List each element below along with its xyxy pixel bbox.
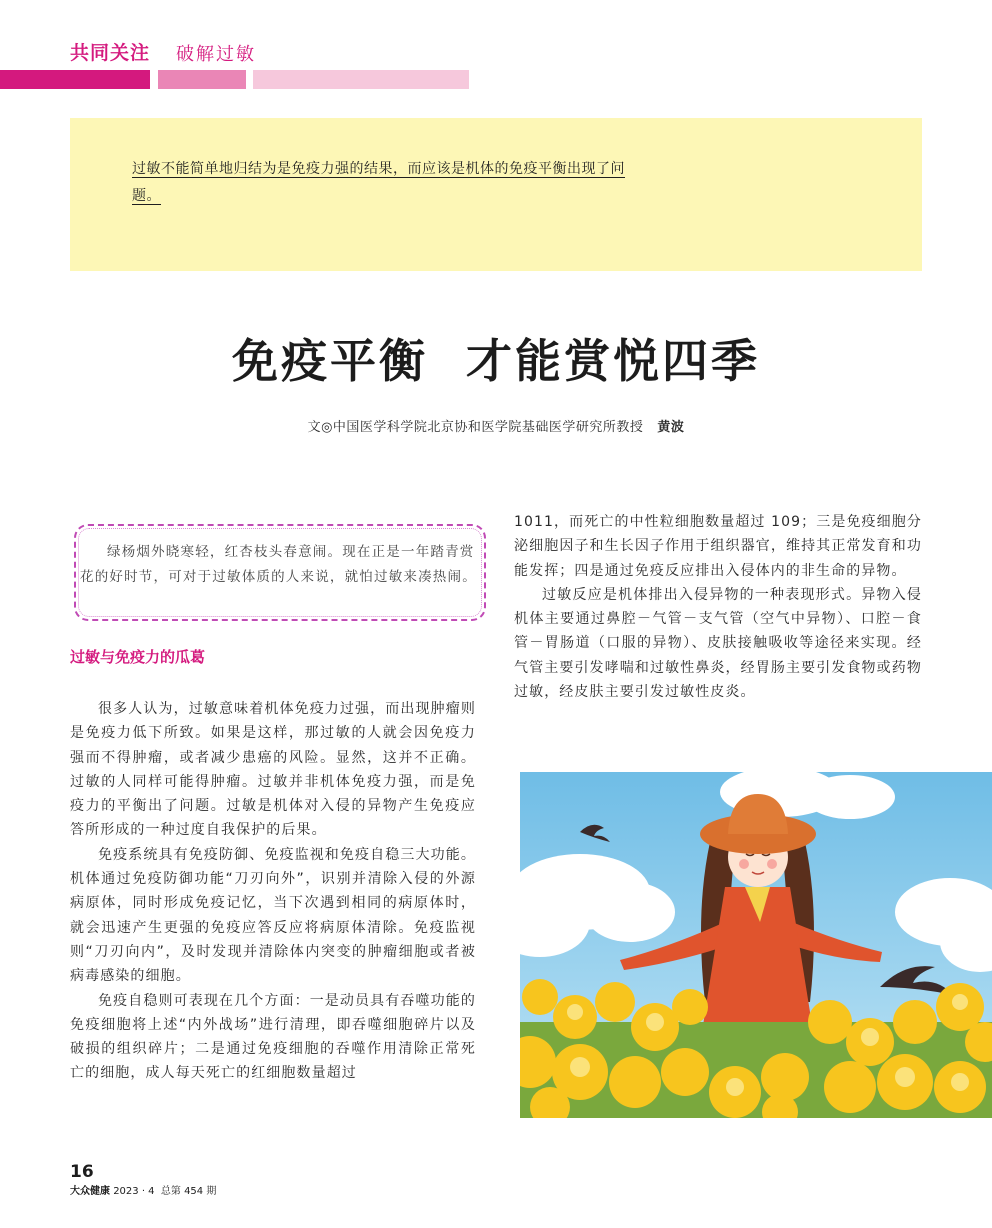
pullquote-text: 过敏不能简单地归结为是免疫力强的结果，而应该是机体的免疫平衡出现了问题。 bbox=[132, 161, 625, 204]
cheek bbox=[767, 859, 777, 869]
byline bbox=[0, 416, 992, 435]
body-paragraph-continued: 1011，而死亡的中性粒细胞数量超过 109；三是免疫细胞分泌细胞因子和生长因子作用于组织器官，维持其正常发育和功能发挥；四是通过免疫反应排出入侵体内的非生命的异物。 bbox=[514, 514, 922, 579]
spring-girl-illustration bbox=[520, 772, 992, 1118]
section-subhead: 过敏与免疫力的瓜葛 bbox=[70, 648, 206, 666]
section-label: 共同关注 bbox=[70, 42, 151, 64]
body-paragraph: 免疫系统具有免疫防御、免疫监视和免疫自稳三大功能。机体通过免疫防御功能“刀刃向外”，识别并清除入侵的外源病原体，同时形成免疫记忆，当下次遇到相同的病原体时，就会迅速产生更强的免疫应答反应将病原体清除。免疫监视则“刀刃向内”，及时发现并清除体内突变的肿瘤细胞或者被病毒感染的细胞。 bbox=[70, 846, 476, 985]
pullquote-box bbox=[70, 118, 922, 271]
header-bar-magenta bbox=[0, 70, 150, 89]
issue-info: 2023 · 4 总第 454 期 bbox=[113, 1186, 217, 1197]
page-number: 16 bbox=[70, 1162, 94, 1182]
magazine-name: 大众健康 bbox=[70, 1186, 110, 1197]
body-paragraph: 过敏反应是机体排出入侵异物的一种表现形式。异物入侵机体主要通过鼻腔－气管－支气管（空气中异物）、口腔－食管－胃肠道（口服的异物）、皮肤接触吸收等途径来实现。经气管主要引发哮喘和过敏性鼻炎，经胃肠主要引发食物或药物过敏，经皮肤主要引发过敏性皮炎。 bbox=[514, 586, 922, 701]
header-bar-light-pink bbox=[253, 70, 469, 89]
article-title: 免疫平衡 才能赏悦四季 bbox=[231, 334, 761, 388]
cheek bbox=[739, 859, 749, 869]
body-paragraph: 免疫自稳则可表现在几个方面：一是动员具有吞噬功能的免疫细胞将上述“内外战场”进行清理，即吞噬细胞碎片以及破损的组织碎片；二是通过免疫细胞的吞噬作用清除正常死亡的细胞，成人每天死亡的红细胞数量超过 bbox=[70, 992, 476, 1082]
body-paragraph: 很多人认为，过敏意味着机体免疫力过强，而出现肿瘤则是免疫力低下所致。如果是这样，那过敏的人就会因免疫力强而不得肿瘤，或者减少患癌的风险。显然，这并不正确。过敏的人同样可能得肿瘤。过敏并非机体免疫力强，而是免疫力的平衡出了问题。过敏是机体对入侵的异物产生免疫应答所形成的一种过度自我保护的后果。 bbox=[70, 701, 476, 839]
body-column-left bbox=[70, 697, 476, 1086]
intro-box bbox=[74, 524, 486, 621]
intro-text: 绿杨烟外晓寒轻，红杏枝头春意闹。现在正是一年踏青赏花的好时节，可对于过敏体质的人来说，就怕过敏来凑热闹。 bbox=[80, 544, 477, 585]
footer-issue bbox=[70, 1182, 216, 1197]
body-column-right bbox=[514, 510, 922, 704]
header-bar-pink bbox=[158, 70, 246, 89]
byline-affiliation: 文◎中国医学科学院北京协和医学院基础医学研究所教授 bbox=[307, 420, 644, 435]
byline-author: 黄波 bbox=[657, 420, 685, 435]
section-topic: 破解过敏 bbox=[176, 44, 256, 65]
